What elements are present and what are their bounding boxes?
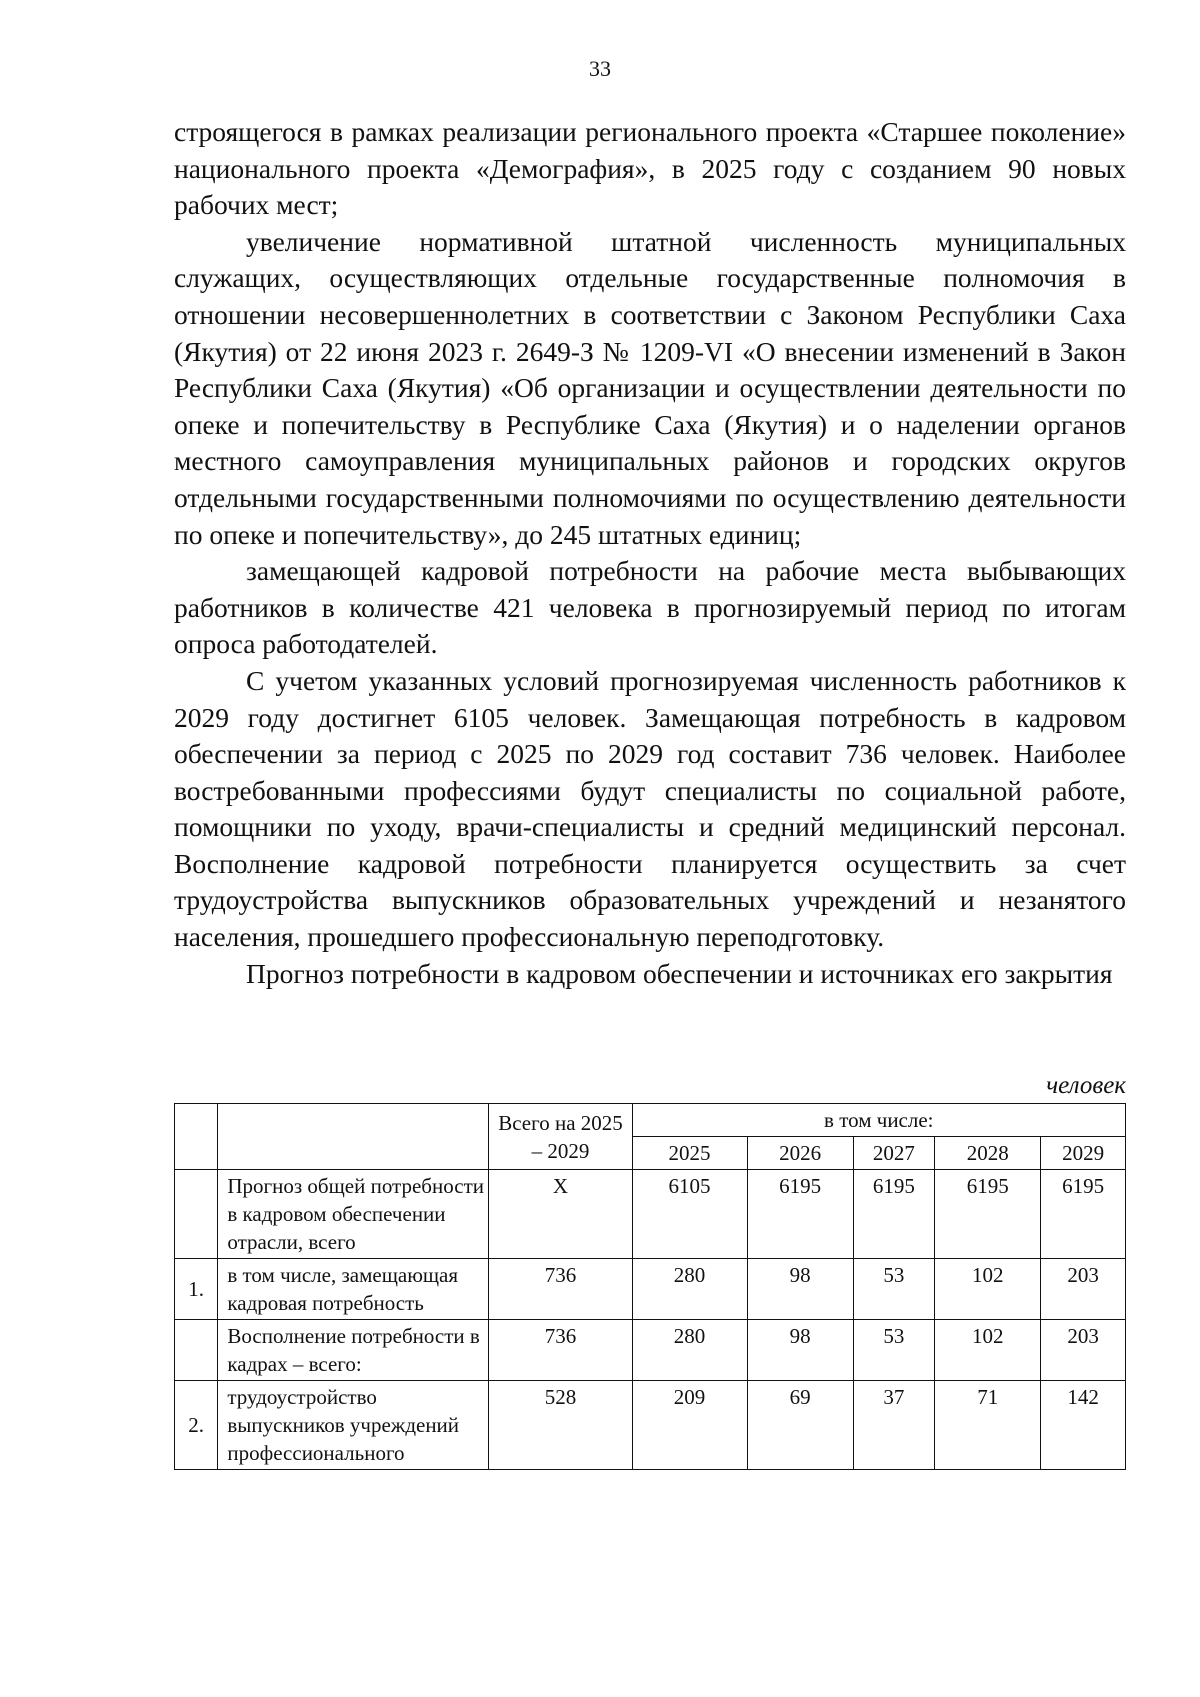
- row-value: 37: [853, 1381, 934, 1470]
- row-value: 142: [1041, 1381, 1126, 1470]
- row-value: 98: [747, 1320, 853, 1381]
- table-unit-label: человек: [1046, 1072, 1126, 1099]
- row-value: 6195: [1041, 1170, 1126, 1259]
- paragraph-2: увеличение нормативной штатной численность муниципальных служащих, осуществляющих отдельные государственные полномочия в отношении несовершеннолетних в соответствии с Законом Республики Саха (Якутия) от 22 июня 2023 г. 2649-З № 1209-VI «О внесении изменений в Закон Республики Саха (Якутия) «Об организации и осуществлении деятельности по опеке и попечительству в Республике Саха (Якутия) и о наделении органов местного самоуправления муниципальных районов и городских округов отдельными государственными полномочиями по осуществлению деятельности по опеке и попечительству», до 245 штатных единиц;: [174, 225, 1126, 550]
- body-text: [174, 114, 1126, 992]
- row-total: 736: [489, 1259, 632, 1320]
- row-label: в том числе, замещающая кадровая потребность: [218, 1259, 489, 1320]
- row-value: 280: [632, 1259, 747, 1320]
- table-caption: Прогноз потребности в кадровом обеспечении и источниках его закрытия: [246, 957, 1113, 989]
- year-header: 2028: [935, 1137, 1041, 1170]
- forecast-table: [174, 1103, 1126, 1470]
- row-number: [175, 1320, 218, 1381]
- row-total: 736: [489, 1320, 632, 1381]
- row-value: 53: [853, 1259, 934, 1320]
- row-total: 528: [489, 1381, 632, 1470]
- row-value: 98: [747, 1259, 853, 1320]
- row-value: 6195: [747, 1170, 853, 1259]
- year-header: 2027: [853, 1137, 934, 1170]
- row-label: Восполнение потребности в кадрах – всего:: [218, 1320, 489, 1381]
- header-including: в том числе:: [632, 1104, 1125, 1137]
- table-row: [175, 1259, 1126, 1320]
- table-row: [175, 1320, 1126, 1381]
- header-cell-number: [175, 1104, 218, 1170]
- year-header: 2025: [632, 1137, 747, 1170]
- row-value: 71: [935, 1381, 1041, 1470]
- paragraph-3: замещающей кадровой потребности на рабочие места выбывающих работников в количестве 421 человека в прогнозируемый период по итогам опроса работодателей.: [174, 555, 1126, 660]
- table-row: [175, 1170, 1126, 1259]
- row-number: [175, 1170, 218, 1259]
- table-header-row: [175, 1104, 1126, 1137]
- row-value: 102: [935, 1259, 1041, 1320]
- row-value: 102: [935, 1320, 1041, 1381]
- row-value: 53: [853, 1320, 934, 1381]
- row-number: 2.: [175, 1381, 218, 1470]
- row-label: Прогноз общей потребности в кадровом обеспечении отрасли, всего: [218, 1170, 489, 1259]
- row-value: 6105: [632, 1170, 747, 1259]
- page-number: 33: [589, 56, 611, 81]
- paragraph-1: строящегося в рамках реализации регионального проекта «Старшее поколение» национального проекта «Демография», в 2025 году с созданием 90 новых рабочих мест;: [174, 116, 1126, 221]
- year-header: 2029: [1041, 1137, 1126, 1170]
- row-value: 6195: [935, 1170, 1041, 1259]
- table-row: [175, 1381, 1126, 1470]
- header-total: Всего на 2025 – 2029: [489, 1104, 632, 1170]
- header-cell-label: [218, 1104, 489, 1170]
- row-value: 69: [747, 1381, 853, 1470]
- row-label: трудоустройство выпускников учреждений профессионального: [218, 1381, 489, 1470]
- row-number: 1.: [175, 1259, 218, 1320]
- row-total: Х: [489, 1170, 632, 1259]
- row-value: 203: [1041, 1320, 1126, 1381]
- row-value: 280: [632, 1320, 747, 1381]
- row-value: 203: [1041, 1259, 1126, 1320]
- year-header: 2026: [747, 1137, 853, 1170]
- row-value: 209: [632, 1381, 747, 1470]
- paragraph-4: С учетом указанных условий прогнозируемая численность работников к 2029 году достигнет 6105 человек. Замещающая потребность в кадровом обеспечении за период с 2025 по 2029 год составит 736 человек. Наиболее востребованными профессиями будут специалисты по социальной работе, помощники по уходу, врачи-специалисты и средний медицинский персонал. Восполнение кадровой потребности планируется осуществить за счет трудоустройства выпускников образовательных учреждений и незанятого населения, прошедшего профессиональную переподготовку.: [174, 664, 1126, 953]
- row-value: 6195: [853, 1170, 934, 1259]
